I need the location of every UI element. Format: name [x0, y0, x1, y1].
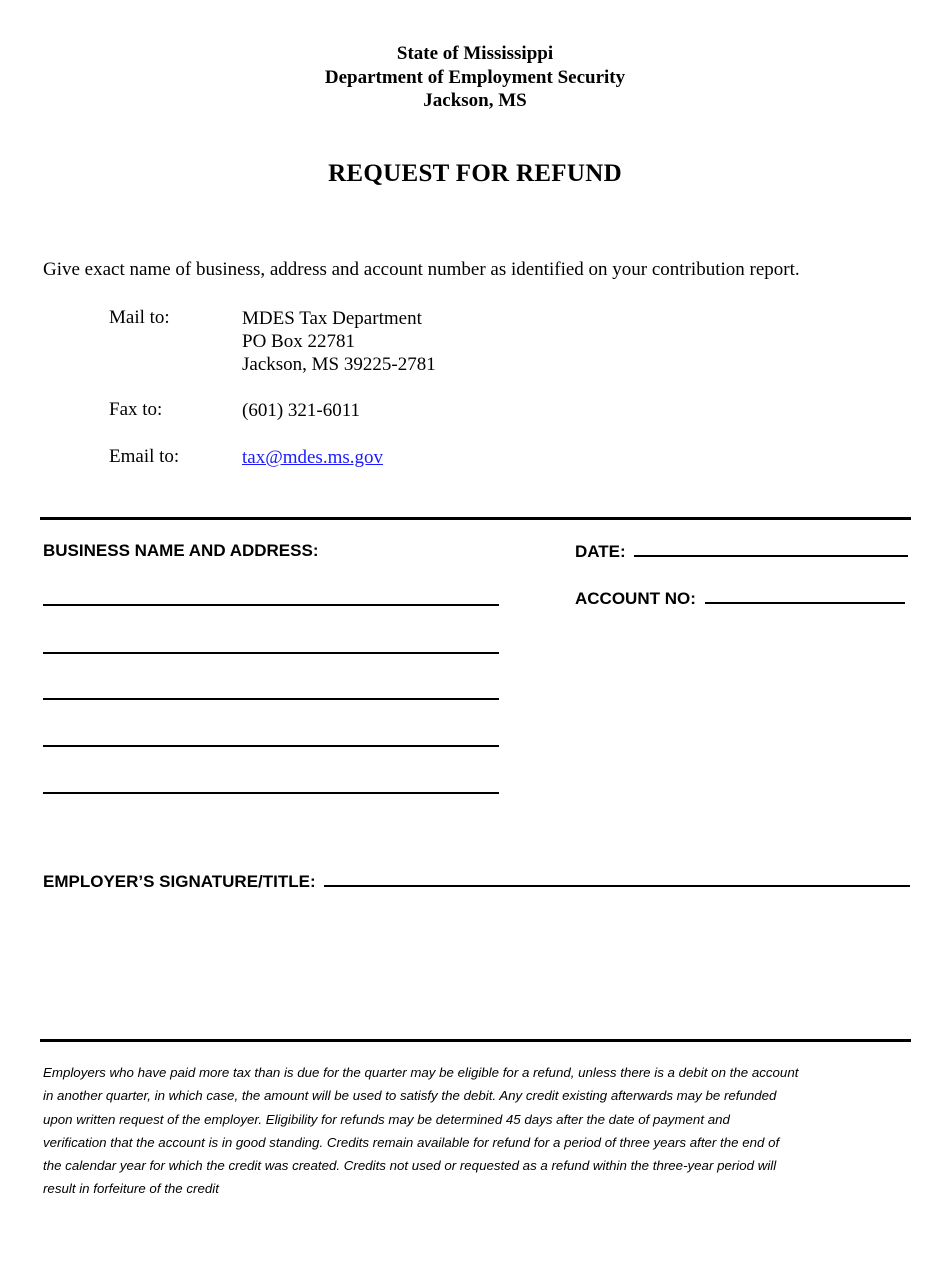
- account-label: ACCOUNT NO:: [575, 589, 696, 608]
- disclaimer-line: verification that the account is in good standing. Credits remain available for refund for a period of three years after the end of: [43, 1134, 780, 1150]
- mail-address-line: Jackson, MS 39225-2781: [242, 354, 436, 375]
- business-name-label: BUSINESS NAME AND ADDRESS:: [43, 541, 319, 560]
- fax-number: (601) 321-6011: [242, 400, 361, 421]
- state-name: State of Mississippi: [396, 43, 554, 64]
- account-field[interactable]: [575, 588, 905, 609]
- department-name: Department of Employment Security: [324, 66, 626, 88]
- signature-input-line[interactable]: [324, 871, 910, 887]
- date-label: DATE:: [575, 542, 626, 561]
- disclaimer-line: the calendar year for which the credit was created. Credits not used or requested as a refund within the three-year period will: [43, 1158, 777, 1174]
- instructions-text: Give exact name of business, address and account number as identified on your contribution report.: [43, 259, 800, 280]
- email-label: Email to:: [109, 446, 180, 467]
- mail-address-line: MDES Tax Department: [242, 308, 422, 329]
- mail-address: [242, 307, 436, 376]
- address-input-line-4[interactable]: [43, 745, 499, 747]
- refund-disclaimer: [43, 1061, 913, 1201]
- disclaimer-line: in another quarter, in which case, the amount will be used to satisfy the debit. Any credit existing afterwards may be refunded: [43, 1088, 777, 1104]
- address-input-line-3[interactable]: [43, 698, 499, 700]
- address-input-line-2[interactable]: [43, 652, 499, 654]
- fax-label: Fax to:: [109, 399, 163, 420]
- account-input-line[interactable]: [705, 588, 905, 604]
- mail-address-line: PO Box 22781: [242, 331, 355, 352]
- signature-field[interactable]: [43, 871, 910, 892]
- date-input-line[interactable]: [634, 541, 908, 557]
- section-divider-top: [40, 517, 911, 520]
- disclaimer-line: upon written request of the employer. Eligibility for refunds may be determined 45 days after the date of payment and: [43, 1111, 730, 1127]
- agency-header: [0, 42, 950, 113]
- form-title: REQUEST FOR REFUND: [328, 160, 622, 187]
- address-input-line-1[interactable]: [43, 604, 499, 606]
- disclaimer-line: result in forfeiture of the credit: [43, 1181, 219, 1197]
- mail-label: Mail to:: [109, 307, 170, 328]
- address-input-line-5[interactable]: [43, 792, 499, 794]
- disclaimer-line: Employers who have paid more tax than is due for the quarter may be eligible for a refund, unless there is a debit on the account: [43, 1065, 799, 1080]
- date-field[interactable]: [575, 541, 908, 562]
- section-divider-bottom: [40, 1039, 911, 1042]
- signature-label: EMPLOYER’S SIGNATURE/TITLE:: [43, 872, 316, 891]
- agency-city: Jackson, MS: [423, 90, 527, 111]
- email-link[interactable]: tax@mdes.ms.gov: [242, 447, 383, 468]
